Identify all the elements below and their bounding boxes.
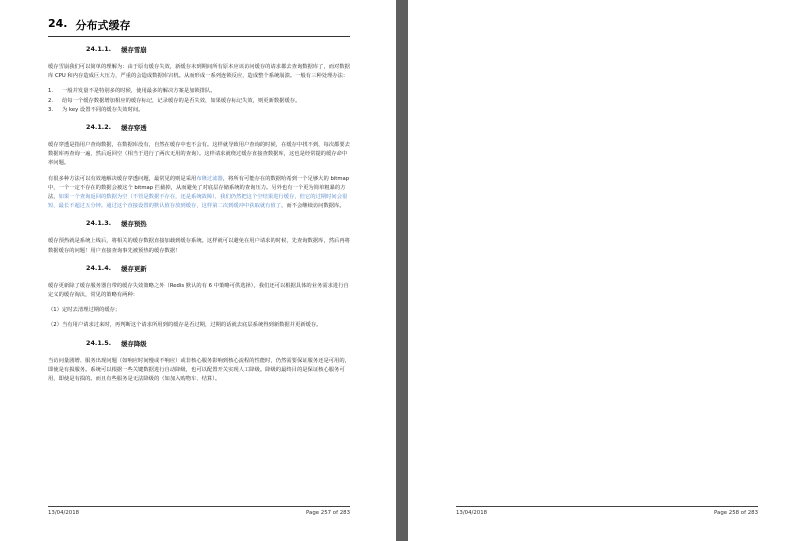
hyperlink[interactable]: 布隆过滤器 xyxy=(196,175,223,182)
paragraph: 缓存预热就是系统上线后，将相关的缓存数据直接加载到缓存系统。这样就可以避免在用户请求的时候，先查询数据库，然后再将数据缓存的问题！用户直接查询事先被预热的缓存数据！ xyxy=(48,238,350,254)
paragraph: （1）定时去清理过期的缓存； xyxy=(48,307,121,314)
section-number: 24.1.3. xyxy=(86,219,112,228)
text-run: 有很多种方法可以有效地解决缓存穿透问题，最常见的则是采用 xyxy=(48,175,197,182)
section-number: 24.1.2. xyxy=(86,123,112,132)
footer-date: 13/04/2018 xyxy=(48,510,80,516)
list-number: 2. xyxy=(48,97,54,104)
footer-date: 13/04/2018 xyxy=(456,510,488,516)
section-title: 缓存预热 xyxy=(121,220,147,229)
page-gutter xyxy=(396,0,408,541)
paragraph: 当访问量剧增、服务出现问题（如响应时间慢或不响应）或非核心服务影响到核心流程的性能时，仍然需要保证服务还是可用的，即使是有损服务。系统可以根据一些关键数据进行自动降级，也可以配置开关实现人工降级。降级的最终目的是保证核心服务可用，即使是有损的。而且有些服务是无法降级的（如加入购物车、结算）。 xyxy=(48,357,350,383)
section-title: 缓存雪崩 xyxy=(121,46,147,54)
hyperlink[interactable]: 如果一个查询返回的数据为空（不管是数据不存在，还是系统故障），我们仍然把这个空结果进行缓存，但它的过期时间会很短，最长不超过五分钟。通过这个直接设置的默认值存放到缓存，这样第二次到缓冲中获取就有值了 xyxy=(48,194,348,210)
list-number: 1. xyxy=(48,88,54,95)
page-footer xyxy=(48,506,350,516)
chapter-title: 分布式缓存 xyxy=(75,19,131,32)
list-text: 为 key 设置不同的缓存失效时间。 xyxy=(62,106,144,113)
section-number: 24.1.4. xyxy=(86,263,112,272)
section-heading xyxy=(48,264,350,273)
section-heading xyxy=(48,339,350,348)
paragraph: 缓存穿透是指用户查询数据，在数据库没有，自然在缓存中也不会有。这样就导致用户查询的时候，在缓存中找不到，每次都要去数据库再查询一遍，然后返回空（相当于进行了两次无用的查询）。这样请求就绕过缓存直接查数据库，这也是经常提的缓存命中率问题。 xyxy=(48,142,350,167)
document-page-right xyxy=(408,0,802,541)
section-number: 24.1.1. xyxy=(86,45,112,53)
section-title: 缓存穿透 xyxy=(121,124,147,133)
paragraph: 缓存更新除了缓存服务器自带的缓存失效策略之外（Redis 默认的有 6 中策略可供选择），我们还可以根据具体的业务需求进行自定义的缓存淘汰，常见的策略有两种： xyxy=(48,282,349,299)
chapter-heading xyxy=(48,17,350,37)
footer-page-number: Page 257 of 283 xyxy=(306,510,350,516)
list-number: 3. xyxy=(48,106,54,113)
footer-page-number: Page 258 of 283 xyxy=(714,510,758,516)
section-heading xyxy=(48,219,350,228)
section-number: 24.1.5. xyxy=(86,338,112,347)
section-title: 缓存更新 xyxy=(121,264,147,273)
document-page-left xyxy=(0,0,396,541)
list-item xyxy=(48,97,350,106)
list-text: 一般并发量不是特别多的时候，使用最多的解决方案是加锁排队。 xyxy=(62,88,216,95)
paragraph: 缓存雪崩我们可以简单的理解为：由于原有缓存失效，新缓存未到期间所有原本应该访问缓存的请求都去查询数据库了，而对数据库 CPU 和内存造成巨大压力，严重的会造成数据库宕机。从而形成一系列连锁反应，造成整个系统崩溃。一般有三种处理办法： xyxy=(48,64,350,80)
chapter-number: 24. xyxy=(48,17,68,30)
text-run: ，将所有可能存在的数据哈希到一个足够大的 bitmap 中，一个一定不存在的数据会被这个 bitmap 拦截掉，从而避免了对底层存储系统的查询压力。另外也有一个更为简单粗暴的方法， xyxy=(48,175,350,201)
list-item xyxy=(48,106,350,115)
page-footer xyxy=(456,506,758,516)
list-item xyxy=(48,87,350,96)
section-heading xyxy=(48,45,350,54)
numbered-list xyxy=(48,87,350,115)
section-title: 缓存降级 xyxy=(121,339,147,348)
text-run: ，而不会继续访问数据库。 xyxy=(281,203,345,210)
section-heading xyxy=(48,123,350,132)
paragraph xyxy=(48,175,350,212)
paragraph: （2）当有用户请求过来时，再判断这个请求所用到的缓存是否过期，过期的话就去底层系统得到新数据并更新缓存。 xyxy=(48,322,322,329)
list-text: 给每一个缓存数据增加相应的缓存标记，记录缓存的是否失效，如果缓存标记失效，则更新数据缓存。 xyxy=(62,97,301,104)
page-content xyxy=(48,17,350,390)
